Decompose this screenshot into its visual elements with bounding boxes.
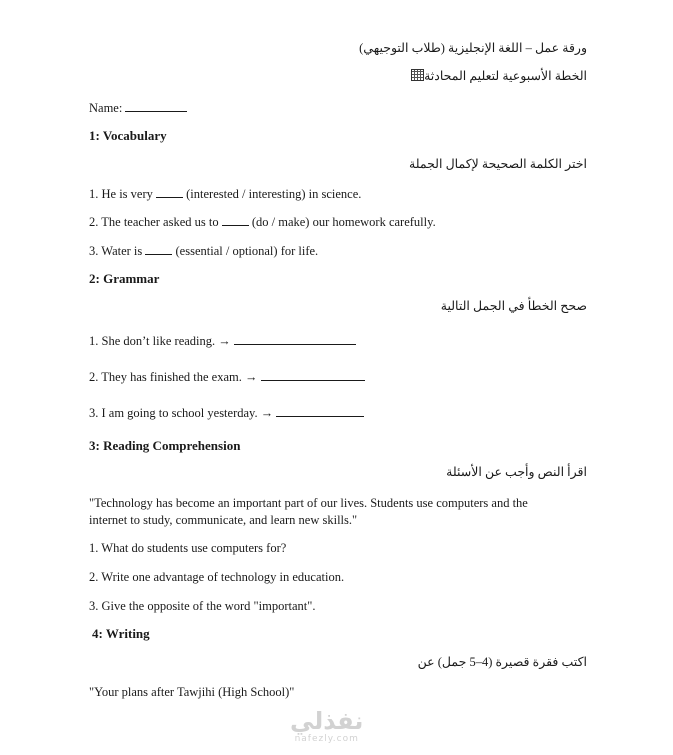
vocab-item-1-after: (interested / interesting) in science. bbox=[183, 187, 362, 201]
weekly-plan-line bbox=[408, 68, 587, 84]
writing-instruction: اكتب فقرة قصيرة (4–5 جمل) عن bbox=[417, 655, 587, 669]
grammar-item-1-text: 1. She don’t like reading. → bbox=[89, 334, 231, 348]
reading-passage-line-2: internet to study, communicate, and learn new skills." bbox=[89, 513, 358, 527]
grammar-blank-1[interactable] bbox=[234, 332, 356, 345]
writing-heading: 4: Writing bbox=[92, 626, 150, 641]
grammar-heading: 2: Grammar bbox=[89, 271, 160, 286]
vocab-blank-2[interactable] bbox=[222, 213, 249, 226]
vocab-item-1 bbox=[89, 185, 361, 202]
worksheet-title: ورقة عمل – اللغة الإنجليزية (طلاب التوجيهي) bbox=[359, 41, 587, 55]
grammar-blank-3[interactable] bbox=[276, 404, 364, 417]
grammar-item-2-text: 2. They has finished the exam. → bbox=[89, 370, 258, 384]
reading-question-3: 3. Give the opposite of the word "important". bbox=[89, 599, 316, 613]
grammar-item-3 bbox=[89, 404, 364, 421]
vocabulary-instruction: اختر الكلمة الصحيحة لإكمال الجملة bbox=[409, 157, 587, 171]
vocab-blank-1[interactable] bbox=[156, 185, 183, 198]
grammar-item-3-text: 3. I am going to school yesterday. → bbox=[89, 406, 274, 420]
grammar-instruction: صحح الخطأ في الجمل التالية bbox=[440, 299, 587, 313]
reading-question-1: 1. What do students use computers for? bbox=[89, 541, 287, 555]
grammar-blank-2[interactable] bbox=[261, 368, 365, 381]
weekly-plan-label: الخطة الأسبوعية لتعليم المحادثة bbox=[424, 69, 587, 83]
name-blank[interactable] bbox=[125, 99, 187, 112]
vocab-item-2-after: (do / make) our homework carefully. bbox=[248, 215, 436, 229]
name-label: Name: bbox=[89, 101, 123, 115]
vocab-item-1-before: 1. He is very bbox=[89, 187, 156, 201]
vocab-item-3 bbox=[89, 242, 318, 259]
watermark-brand: نفذلي bbox=[290, 707, 364, 735]
nafezly-watermark bbox=[290, 708, 363, 744]
vocab-blank-3[interactable] bbox=[145, 242, 172, 255]
grammar-item-2 bbox=[89, 368, 365, 385]
writing-prompt: "Your plans after Tawjihi (High School)" bbox=[89, 685, 295, 699]
reading-question-2: 2. Write one advantage of technology in education. bbox=[89, 570, 345, 584]
vocab-item-3-before: 3. Water is bbox=[89, 244, 146, 258]
calendar-icon bbox=[411, 69, 424, 81]
reading-instruction: اقرأ النص وأجب عن الأسئلة bbox=[446, 465, 587, 479]
vocab-item-2-before: 2. The teacher asked us to bbox=[89, 215, 222, 229]
watermark-site: nafezly.com bbox=[294, 734, 359, 744]
reading-passage-line-1: "Technology has become an important part of our lives. Students use computers and the bbox=[89, 496, 528, 510]
vocabulary-heading: 1: Vocabulary bbox=[89, 128, 167, 143]
vocab-item-2 bbox=[89, 213, 436, 230]
reading-heading: 3: Reading Comprehension bbox=[89, 438, 241, 453]
name-field bbox=[89, 99, 187, 116]
grammar-item-1 bbox=[89, 332, 356, 349]
vocab-item-3-after: (essential / optional) for life. bbox=[172, 244, 319, 258]
